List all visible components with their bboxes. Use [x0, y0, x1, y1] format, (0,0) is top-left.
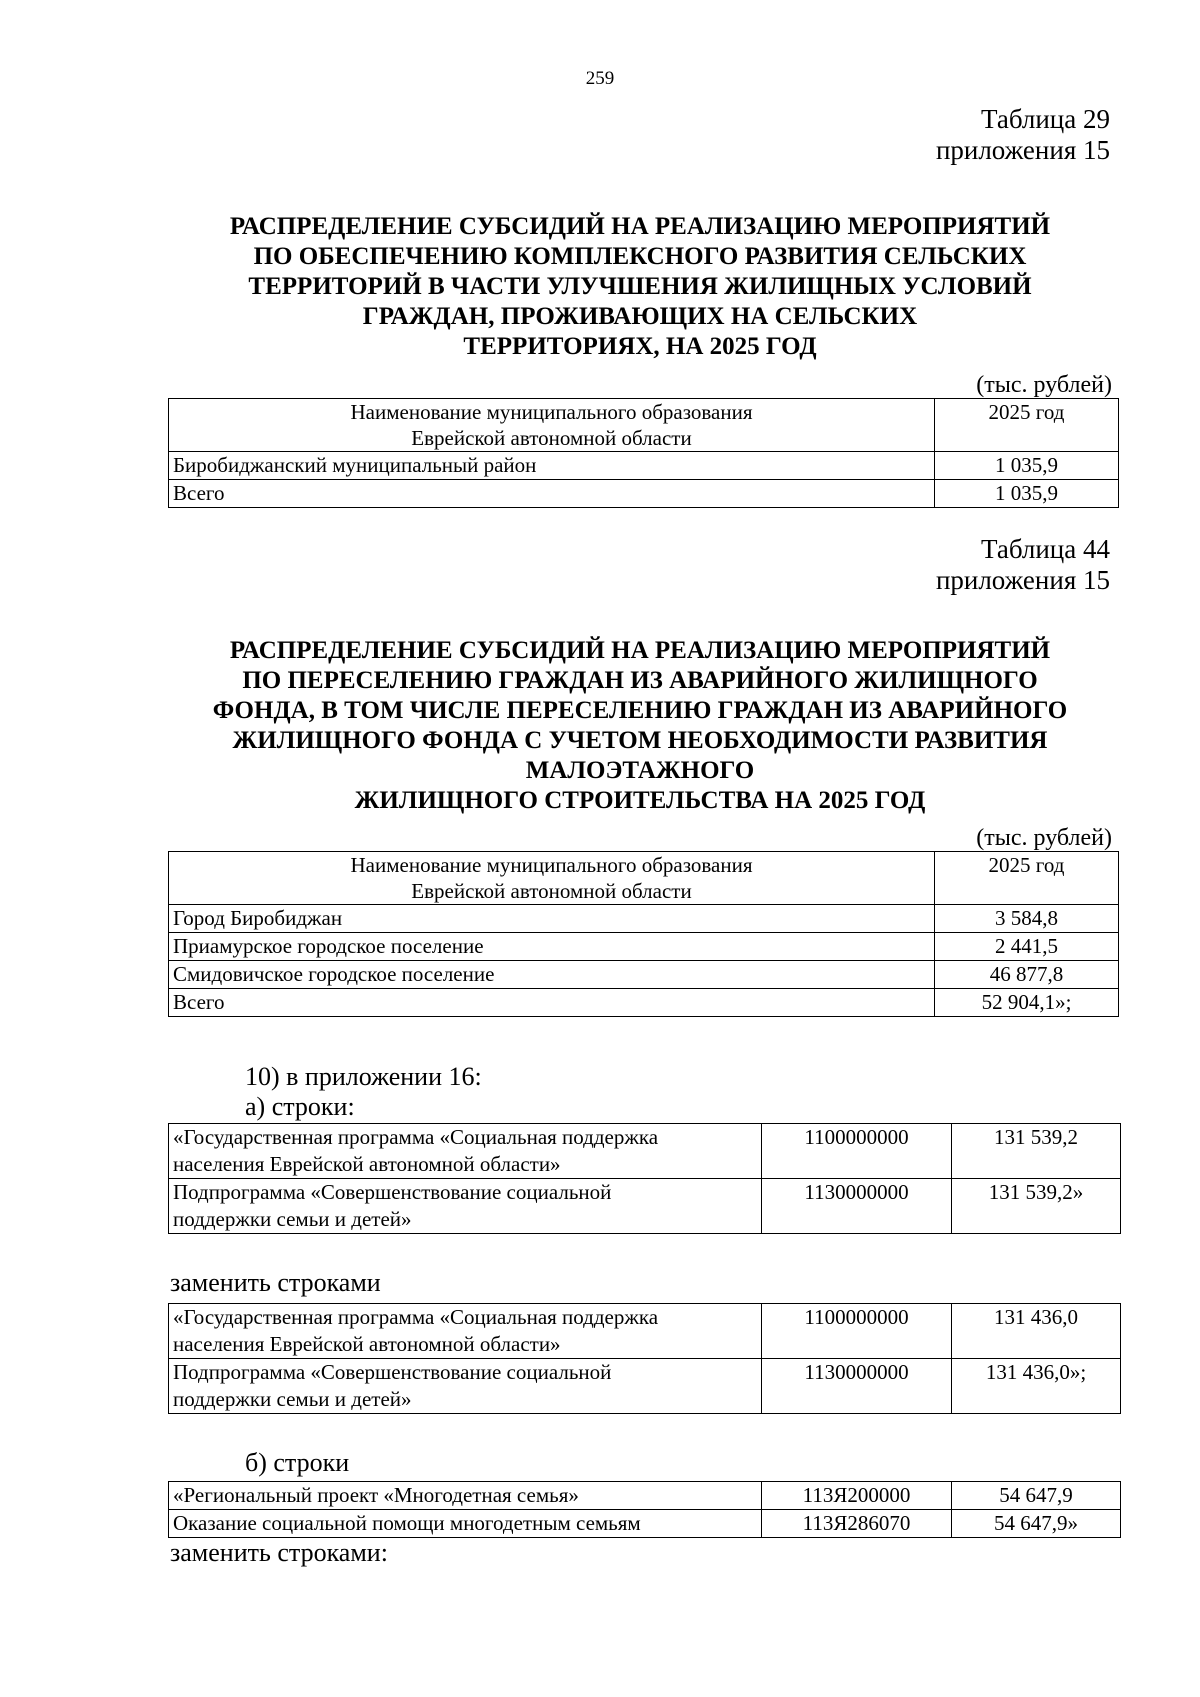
table-row [169, 452, 1119, 480]
amount: 131 539,2» [952, 1179, 1121, 1234]
table44-reference [936, 534, 1110, 596]
program-code: 1100000000 [762, 1124, 952, 1179]
heading-line: ГРАЖДАН, ПРОЖИВАЮЩИХ НА СЕЛЬСКИХ [362, 303, 918, 330]
column-header-name [169, 399, 935, 452]
heading-line: РАСПРЕДЕЛЕНИЕ СУБСИДИЙ НА РЕАЛИЗАЦИЮ МЕРОПРИЯТИЙ [229, 637, 1051, 664]
table-row [169, 989, 1119, 1017]
table29-heading [160, 212, 1120, 362]
program-name [169, 1359, 762, 1414]
table-header-row [169, 399, 1119, 452]
table29-reference [936, 104, 1110, 166]
b-rows-table [168, 1481, 1121, 1538]
heading-line: ЖИЛИЩНОГО СТРОИТЕЛЬСТВА НА 2025 ГОД [354, 787, 926, 814]
amount: 131 436,0 [952, 1304, 1121, 1359]
header-line: Еврейской автономной области [411, 426, 692, 450]
table-row [169, 1124, 1121, 1179]
heading-line: ПО ПЕРЕСЕЛЕНИЮ ГРАЖДАН ИЗ АВАРИЙНОГО ЖИЛИЩНОГО [242, 667, 1038, 694]
table44-unit: (тыс. рублей) [976, 825, 1112, 851]
table-row [169, 1482, 1121, 1510]
municipality-name: Всего [169, 989, 935, 1017]
table29-ref-table: Таблица 29 [981, 104, 1110, 134]
amendment-intro: 10) в приложении 16: [245, 1062, 482, 1091]
column-header-year: 2025 год [935, 852, 1119, 905]
heading-line: ТЕРРИТОРИЯХ, НА 2025 ГОД [463, 333, 817, 360]
table-row [169, 1510, 1121, 1538]
name-line: Подпрограмма «Совершенствование социальной [173, 1180, 612, 1204]
municipality-name: Всего [169, 480, 935, 508]
amount: 46 877,8 [935, 961, 1119, 989]
table-row [169, 933, 1119, 961]
header-line: Еврейской автономной области [411, 879, 692, 903]
heading-line: ФОНДА, В ТОМ ЧИСЛЕ ПЕРЕСЕЛЕНИЮ ГРАЖДАН ИЗ АВАРИЙНОГО [212, 697, 1068, 724]
amount: 54 647,9» [952, 1510, 1121, 1538]
amount: 1 035,9 [935, 452, 1119, 480]
name-line: «Государственная программа «Социальная поддержка [173, 1125, 659, 1149]
column-header-name [169, 852, 935, 905]
heading-line: ПО ОБЕСПЕЧЕНИЮ КОМПЛЕКСНОГО РАЗВИТИЯ СЕЛЬСКИХ [253, 243, 1027, 270]
name-line: поддержки семьи и детей» [173, 1387, 412, 1411]
name-line: «Государственная программа «Социальная поддержка [173, 1305, 659, 1329]
table44-ref-table: Таблица 44 [981, 534, 1110, 564]
table29-unit: (тыс. рублей) [976, 372, 1112, 398]
heading-line: МАЛОЭТАЖНОГО [525, 757, 755, 784]
amount: 131 539,2 [952, 1124, 1121, 1179]
program-code: 1130000000 [762, 1359, 952, 1414]
table-row [169, 480, 1119, 508]
header-line: Наименование муниципального образования [350, 400, 753, 424]
new-rows-table [168, 1303, 1121, 1414]
table-row [169, 961, 1119, 989]
table-row [169, 1179, 1121, 1234]
table-row [169, 1304, 1121, 1359]
program-name: «Региональный проект «Многодетная семья» [169, 1482, 762, 1510]
heading-line: ТЕРРИТОРИЙ В ЧАСТИ УЛУЧШЕНИЯ ЖИЛИЩНЫХ УСЛОВИЙ [248, 273, 1032, 300]
table29 [168, 398, 1119, 508]
municipality-name: Город Биробиджан [169, 905, 935, 933]
table-row [169, 905, 1119, 933]
program-name: Оказание социальной помощи многодетным семьям [169, 1510, 762, 1538]
program-code: 113Я200000 [762, 1482, 952, 1510]
replace-b-label: заменить строками: [170, 1538, 388, 1567]
subitem-b-label: б) строки [245, 1448, 350, 1477]
heading-line: РАСПРЕДЕЛЕНИЕ СУБСИДИЙ НА РЕАЛИЗАЦИЮ МЕРОПРИЯТИЙ [229, 213, 1051, 240]
table-row [169, 1359, 1121, 1414]
name-line: населения Еврейской автономной области» [173, 1152, 561, 1176]
table44-ref-appendix: приложения 15 [935, 565, 1110, 595]
municipality-name: Смидовичское городское поселение [169, 961, 935, 989]
table44-heading [160, 636, 1120, 816]
subitem-a-label: а) строки: [245, 1092, 355, 1121]
amount: 131 436,0»; [952, 1359, 1121, 1414]
program-name [169, 1304, 762, 1359]
replace-a-label: заменить строками [170, 1268, 381, 1297]
table44 [168, 851, 1119, 1017]
old-rows-table [168, 1123, 1121, 1234]
municipality-name: Биробиджанский муниципальный район [169, 452, 935, 480]
program-code: 113Я286070 [762, 1510, 952, 1538]
page-number: 259 [585, 68, 615, 89]
program-name [169, 1124, 762, 1179]
amount: 1 035,9 [935, 480, 1119, 508]
amount: 54 647,9 [952, 1482, 1121, 1510]
table29-ref-appendix: приложения 15 [935, 135, 1110, 165]
program-code: 1130000000 [762, 1179, 952, 1234]
amount: 52 904,1»; [935, 989, 1119, 1017]
table-header-row [169, 852, 1119, 905]
header-line: Наименование муниципального образования [350, 853, 753, 877]
program-code: 1100000000 [762, 1304, 952, 1359]
municipality-name: Приамурское городское поселение [169, 933, 935, 961]
amount: 3 584,8 [935, 905, 1119, 933]
program-name [169, 1179, 762, 1234]
name-line: Подпрограмма «Совершенствование социальной [173, 1360, 612, 1384]
heading-line: ЖИЛИЩНОГО ФОНДА С УЧЕТОМ НЕОБХОДИМОСТИ РАЗВИТИЯ [232, 727, 1048, 754]
name-line: населения Еврейской автономной области» [173, 1332, 561, 1356]
name-line: поддержки семьи и детей» [173, 1207, 412, 1231]
amount: 2 441,5 [935, 933, 1119, 961]
column-header-year: 2025 год [935, 399, 1119, 452]
